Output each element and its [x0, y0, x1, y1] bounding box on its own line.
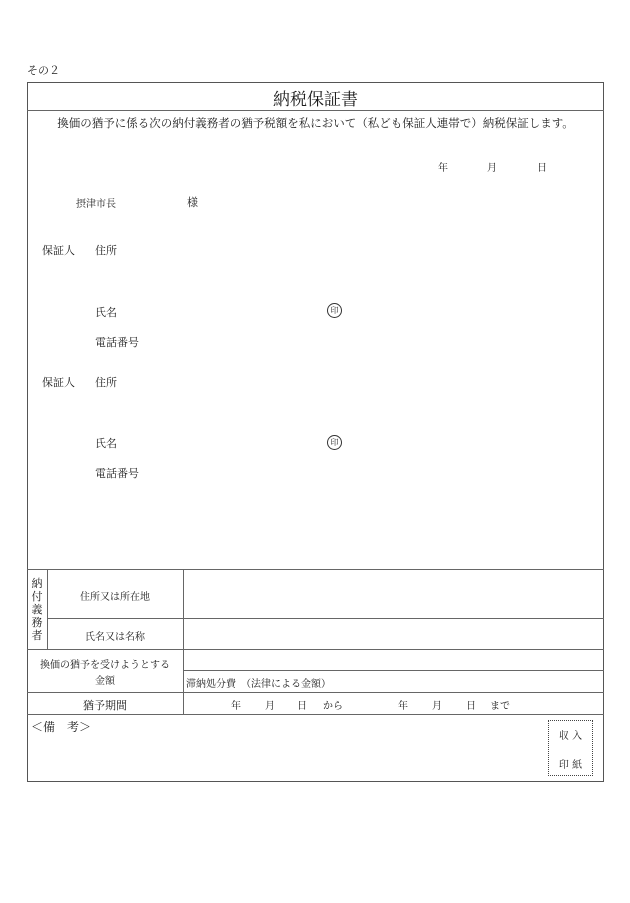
guarantor-2-label: 保証人	[42, 376, 75, 389]
guarantee-statement: 換価の猶予に係る次の納付義務者の猶予税額を私において（私ども保証人連帯で）納税保証します。	[57, 116, 574, 130]
date-day: 日	[537, 163, 547, 174]
date-month: 月	[487, 163, 497, 174]
period-to-month: 月	[432, 701, 442, 712]
amount-bottom-line	[27, 692, 604, 693]
side-char: 者	[31, 629, 43, 642]
guarantor-1-label: 保証人	[42, 244, 75, 257]
amount-label-line2: 金額	[95, 676, 115, 687]
period-from-year: 年	[231, 701, 241, 712]
guarantor-1-seal-icon: 印	[327, 303, 342, 318]
guarantor-1-address-label: 住所	[95, 244, 117, 257]
period-to-day: 日	[466, 701, 476, 712]
title-divider	[27, 110, 604, 111]
taxpayer-name-label: 氏名又は名称	[85, 632, 145, 643]
taxpayer-bottom-line	[27, 649, 604, 650]
form-title: 納税保証書	[273, 90, 358, 110]
taxpayer-side-label	[30, 577, 44, 642]
remarks-label: ＜備 考＞	[31, 720, 92, 734]
revenue-stamp-line2: 印 紙	[558, 760, 583, 771]
period-to-word: まで	[490, 701, 510, 712]
guarantor-1-phone-label: 電話番号	[95, 336, 139, 349]
taxpayer-address-label: 住所又は所在地	[80, 592, 150, 603]
period-from-word: から	[323, 701, 343, 712]
side-char: 務	[31, 616, 43, 629]
guarantor-2-phone-label: 電話番号	[95, 467, 139, 480]
revenue-stamp-line1: 収 入	[558, 731, 583, 742]
amount-inner-line	[183, 670, 604, 671]
period-label: 猶予期間	[83, 699, 127, 712]
taxpayer-mid-line	[47, 618, 604, 619]
addressee-name: 摂津市長	[76, 199, 116, 210]
period-to-year: 年	[398, 701, 408, 712]
guarantor-2-address-label: 住所	[95, 376, 117, 389]
addressee-honorific: 様	[187, 196, 198, 209]
penalty-line: 滞納処分費 （法律による金額）	[186, 679, 331, 690]
amount-label-line1: 換価の猶予を受けようとする	[40, 660, 170, 671]
period-bottom-line	[27, 714, 604, 715]
guarantor-2-seal-icon: 印	[327, 435, 342, 450]
side-char: 納	[31, 577, 43, 590]
guarantor-2-name-label: 氏名	[95, 437, 117, 450]
page-label: その２	[27, 64, 60, 77]
period-from-month: 月	[265, 701, 275, 712]
side-char: 付	[31, 590, 43, 603]
guarantor-1-name-label: 氏名	[95, 306, 117, 319]
side-char: 義	[31, 603, 43, 616]
taxpayer-top-line	[27, 569, 604, 570]
period-from-day: 日	[297, 701, 307, 712]
date-year: 年	[438, 163, 448, 174]
